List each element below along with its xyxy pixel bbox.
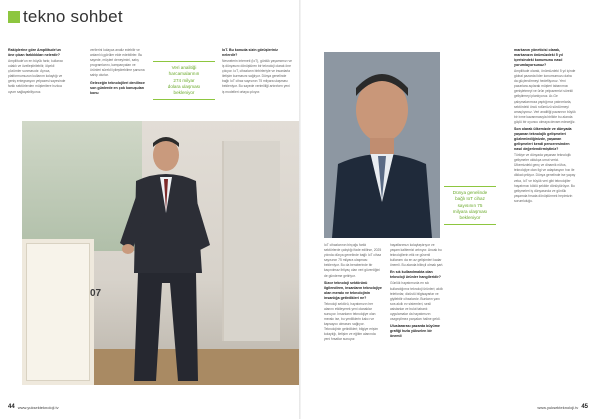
section-header <box>8 7 123 27</box>
page-number-right: 45 <box>581 404 588 410</box>
pull-quote-left <box>153 61 215 100</box>
pull-quote-line: Dünya genelinde <box>452 190 488 195</box>
body-paragraph: verilerini kolayca analiz edebilir ve anlamlı içgörüler elde edebilirler. Bu sayede, müşteri deneyimini, satış programlarını, kampanyaları ve ürünleri sürekli iyileştirebilme şansına sahip olurlar. <box>90 48 145 78</box>
pull-quote-line: dolara ulaşması <box>167 83 201 89</box>
pull-quote-line: bağlı IoT cihaz <box>455 196 485 202</box>
doorway <box>222 141 280 341</box>
question-heading: Sizce teknoloji sektörünü ilgilendiren, insanların teknolojiye olan merakı ve teknolojinin insanlığa getirdikleri ne? <box>324 280 382 300</box>
left-column-1 <box>8 48 66 97</box>
page-number-left: 44 <box>8 404 15 410</box>
page-gutter <box>299 0 301 419</box>
body-paragraph: Teknoloji sektörü, hayatımızın her alanını etkileyerek yeni olanaklar sunuyor. İnsanların teknolojiye olan merakı ise, bu yeniliklerin kalıcı ve kapsayıcı olmasını sağlıyor. Teknolojinin getirdikleri; bilgiye erişim kolaylığı, iletişim ve eğitim alanında yeni fırsatlar sunuyor. <box>324 301 379 342</box>
question-heading: Uluslararası pazarda büyüme grafiği hızla yükselen bir önemli <box>390 324 440 339</box>
section-marker-icon <box>8 11 20 23</box>
body-paragraph: hayatlarımızı kolaylaştırıyor ve yaşam kalitemizi artırıyor. Ancak bu teknolojilerin etik ve güvenli kullanımı da en az gelişimleri kadar önemli. Bu alanda bilinçli olmak şart. <box>390 243 444 268</box>
section-title: tekno sohbet <box>23 7 123 26</box>
shelf-unit <box>22 239 94 385</box>
pull-quote-right <box>444 186 496 225</box>
question-heading: Son olarak ülkemizde ve dünyada yaşanan teknolojik gelişmeleri gözlemlediğinizde, yaşanan gelişmeleri kendi penceresinden nasıl değerlendirmiştiniz? <box>514 127 572 152</box>
footer-url-left: www.yuksekteknoloji.tv <box>17 404 59 410</box>
question-heading: markanın yöneticisi olarak, markanızın önümüzdeki 5 yıl içerisindeki konumunu nasıl yorumlayorsunuz? <box>514 48 563 67</box>
pull-quote-line: 274 milyar <box>173 77 195 83</box>
body-paragraph: Günlük hayatımızda en sık kullandığımız teknoloji ürünleri; akıllı telefonlar, dizüstü bilgisayarlar ve giyilebilir cihazlardır. Bunların yanı sıra akıllı ev sistemleri, sesli asistanlar ve bulut tabanlı uygulamalar da hayatımızın vazgeçilmez parçaları haline geldi. <box>390 281 443 322</box>
question-heading: Rakiplerine göre Ampliitude'un öne çıkan farklılıkları nelerdir? <box>8 48 61 57</box>
footer-url-right: www.yuksekteknoloji.tv <box>537 404 579 410</box>
pull-quote-line: sayısının 75 <box>457 202 483 208</box>
person-figure <box>106 133 218 385</box>
question-heading: IoT. Bu konuda sizin görüşleriniz nelerdir? <box>222 48 278 57</box>
body-paragraph: IoT cihazlarının birçoğu farklı sektörlerde çalıştığı ifade edilirse, 2025 yılında dünya genelinde bağlı IoT cihaz sayısının 75 milyara ulaşması bekleniyor. Bu da beraberinde bir kaçınılmaz ihtiyaç olan veri güvenliğini de gündeme getiriyor. <box>324 243 382 278</box>
body-paragraph: Ampliitude olarak, önümüzdeki 5 yıl içinde global pazarda lider konumumuzu daha da güçlendirmeyi hedefliyoruz. Yeni pazarlara açılarak müşteri tabanımızı genişletmeyi ve ürün yelpazemizi sürekli geliştirmeyi planlıyoruz. Ar-Ge çalışmalarımıza yaptığımız yatırımlarla, sektördeki öncü rolümüzü sürdürmeyi amaçlıyoruz. Veri analitiği pazarının büyük bir ivme kazanmasıyla birlikte bu alanda güçlü bir oyuncu olmaya devam edeceğiz. <box>514 69 576 124</box>
pull-quote-line: milyara ulaşması <box>452 208 488 214</box>
body-paragraph: Nesnelerin interneti (IoT), günlük yaşamımızı ve iş dünyasını dönüştüren bir teknoloji olarak öne çıkıyor. IoT, cihazların birbirleriyle ve insanlarla iletişim kurmasını sağlıyor. Dünya genelinde bağlı IoT cihaz sayısının 75 milyara ulaşması bekleniyor. Bu sayede verimliliği artırırken yeni iş modelleri ortaya çıkıyor. <box>222 59 292 94</box>
body-paragraph: Ampliitude'un en büyük farkı; kullanıcı odaklı ve özelleştirilebilir, ölçekli çözümler sunmasıdır. Ayrıca, platformumuzun kullanım kolaylığı ve geniş entegrasyon yelpazesi sayesinde farklı sektörlerden müşterilere hızlıca uyum sağlayabiliyoruz. <box>8 59 66 94</box>
pull-quote-line: bekleniyor <box>459 215 481 221</box>
right-column-2 <box>324 243 382 344</box>
question-heading: En sık kullanılmakta olan teknoloji ürünler hangileridir? <box>390 270 441 280</box>
footer-left <box>8 404 59 410</box>
pull-quote-line: bekleniyor <box>173 90 195 96</box>
pull-quote-line: harcamalarının <box>168 71 200 77</box>
shelf-number: 07 <box>90 288 102 299</box>
portrait-photo-right <box>324 52 440 238</box>
right-column-4 <box>514 48 576 206</box>
footer-right <box>537 404 588 410</box>
pull-quote-line: Veri analitiği <box>171 65 197 70</box>
body-paragraph: Türkiye ve dünyada yaşanan teknolojik gelişmeler oldukça umut verici. Ülkemizdeki genç ve dinamik nüfus, teknolojiye olan ilgi ve adaptasyon hızı ile dikkat çekiyor. Dünya genelinde ise yapay zeka, IoT ve büyük veri gibi teknolojiler hayatımızı köklü şekilde dönüştürüyor. Bu gelişmeleri iş dünyasında ve günlük yaşamda fırsata dönüştürmek hepimizin sorumluluğu. <box>514 153 576 203</box>
question-heading: Geleceğin teknolojileri denilince son günlerde en çok konuşulan konu <box>90 80 145 95</box>
interview-photo-left <box>22 121 301 385</box>
left-column-2 <box>90 48 146 97</box>
left-column-4 <box>222 48 292 97</box>
right-column-3 <box>390 243 444 340</box>
